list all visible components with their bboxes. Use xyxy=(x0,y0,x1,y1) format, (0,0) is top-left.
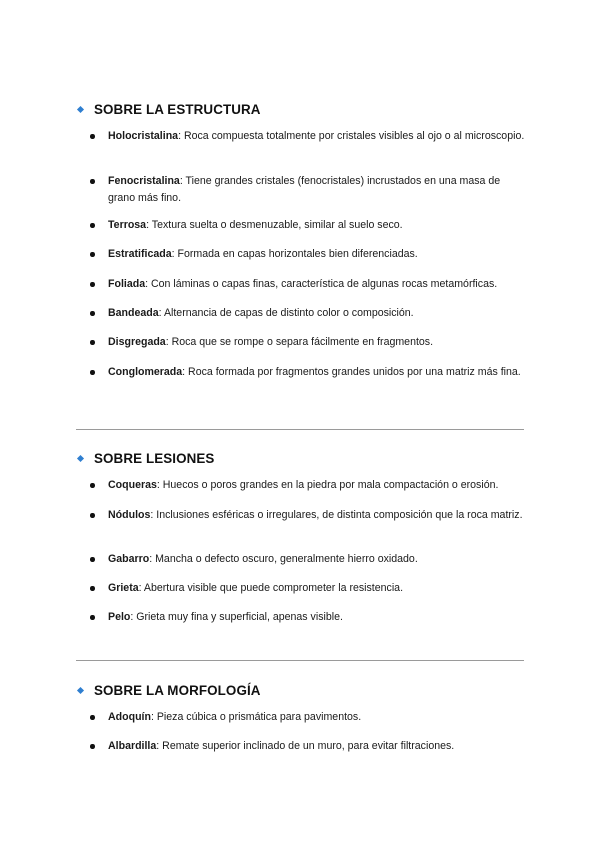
item-text xyxy=(108,551,526,568)
bullet-icon xyxy=(90,252,95,257)
term: Holocristalina xyxy=(108,130,179,142)
section-estructura xyxy=(76,99,525,378)
item-text xyxy=(108,246,526,263)
section-divider xyxy=(76,660,524,661)
term-description: : Formada en capas horizontales bien diferenciadas. xyxy=(171,248,418,260)
section-heading xyxy=(76,448,524,468)
item-text xyxy=(108,609,526,626)
term-description: : Inclusiones esféricas o irregulares, de distinta composición que la roca matriz. xyxy=(150,509,523,521)
term-description: : Roca que se rompe o separa fácilmente en fragmentos. xyxy=(165,336,434,348)
section-heading xyxy=(76,680,524,700)
bullet-icon xyxy=(90,744,95,749)
term: Coqueras xyxy=(108,479,157,491)
item-text xyxy=(108,580,526,597)
bullet-icon xyxy=(90,282,95,287)
term-description: : Roca compuesta totalmente por cristales visibles al ojo o al microscopio. xyxy=(178,130,525,142)
term: Adoquín xyxy=(108,711,151,723)
bullet-icon xyxy=(90,340,95,345)
term-description: : Alternancia de capas de distinto color o composición. xyxy=(158,307,414,319)
item-text xyxy=(108,276,526,293)
item-text xyxy=(108,334,526,351)
bullet-icon xyxy=(90,586,95,591)
item-text xyxy=(108,217,526,234)
item-text xyxy=(108,738,526,755)
bullet-icon xyxy=(90,715,95,720)
term-description: : Remate superior inclinado de un muro, para evitar filtraciones. xyxy=(156,740,455,752)
bullet-icon xyxy=(90,179,95,184)
term: Terrosa xyxy=(108,219,147,231)
bullet-icon xyxy=(90,223,95,228)
term-description: : Con láminas o capas finas, característica de algunas rocas metamórficas. xyxy=(145,278,498,290)
term: Gabarro xyxy=(108,553,150,565)
term: Conglomerada xyxy=(108,366,183,378)
item-text xyxy=(108,477,526,494)
item-text xyxy=(108,709,526,726)
bullet-icon xyxy=(90,615,95,620)
term: Foliada xyxy=(108,278,146,290)
bullet-icon xyxy=(90,134,95,139)
section-title: SOBRE LA MORFOLOGÍA xyxy=(94,682,261,698)
diamond-bullet-icon xyxy=(77,105,84,112)
term: Nódulos xyxy=(108,509,151,521)
bullet-icon xyxy=(90,311,95,316)
diamond-bullet-icon xyxy=(77,454,84,461)
section-title: SOBRE LA ESTRUCTURA xyxy=(94,101,261,117)
section-heading xyxy=(76,99,524,119)
item-text xyxy=(108,173,526,206)
bullet-icon xyxy=(90,370,95,375)
term-description: : Grieta muy fina y superficial, apenas visible. xyxy=(130,611,343,623)
section-divider xyxy=(76,429,524,430)
diamond-bullet-icon xyxy=(77,686,84,693)
section-morfologia xyxy=(76,680,524,752)
bullet-icon xyxy=(90,557,95,562)
term-description: : Pieza cúbica o prismática para pavimentos. xyxy=(150,711,362,723)
term: Pelo xyxy=(108,611,131,623)
item-text xyxy=(108,305,526,322)
term-description: : Mancha o defecto oscuro, generalmente hierro oxidado. xyxy=(149,553,418,565)
item-text xyxy=(108,507,526,524)
term: Bandeada xyxy=(108,307,159,319)
term-description: : Abertura visible que puede comprometer la resistencia. xyxy=(138,582,404,594)
term: Fenocristalina xyxy=(108,175,180,187)
term-description: : Roca formada por fragmentos grandes unidos por una matriz más fina. xyxy=(182,366,521,378)
term: Estratificada xyxy=(108,248,172,260)
section-title: SOBRE LESIONES xyxy=(94,450,215,466)
term-description: : Huecos o poros grandes en la piedra por mala compactación o erosión. xyxy=(156,479,499,491)
bullet-icon xyxy=(90,483,95,488)
item-text xyxy=(108,364,526,381)
term: Albardilla xyxy=(108,740,157,752)
term: Disgregada xyxy=(108,336,166,348)
item-text xyxy=(108,128,526,145)
term-description: : Textura suelta o desmenuzable, similar al suelo seco. xyxy=(146,219,403,231)
bullet-icon xyxy=(90,513,95,518)
section-lesiones xyxy=(76,448,524,623)
term: Grieta xyxy=(108,582,139,594)
term-description: : Tiene grandes cristales (fenocristales) incrustados en una masa de grano más fino. xyxy=(108,175,501,204)
